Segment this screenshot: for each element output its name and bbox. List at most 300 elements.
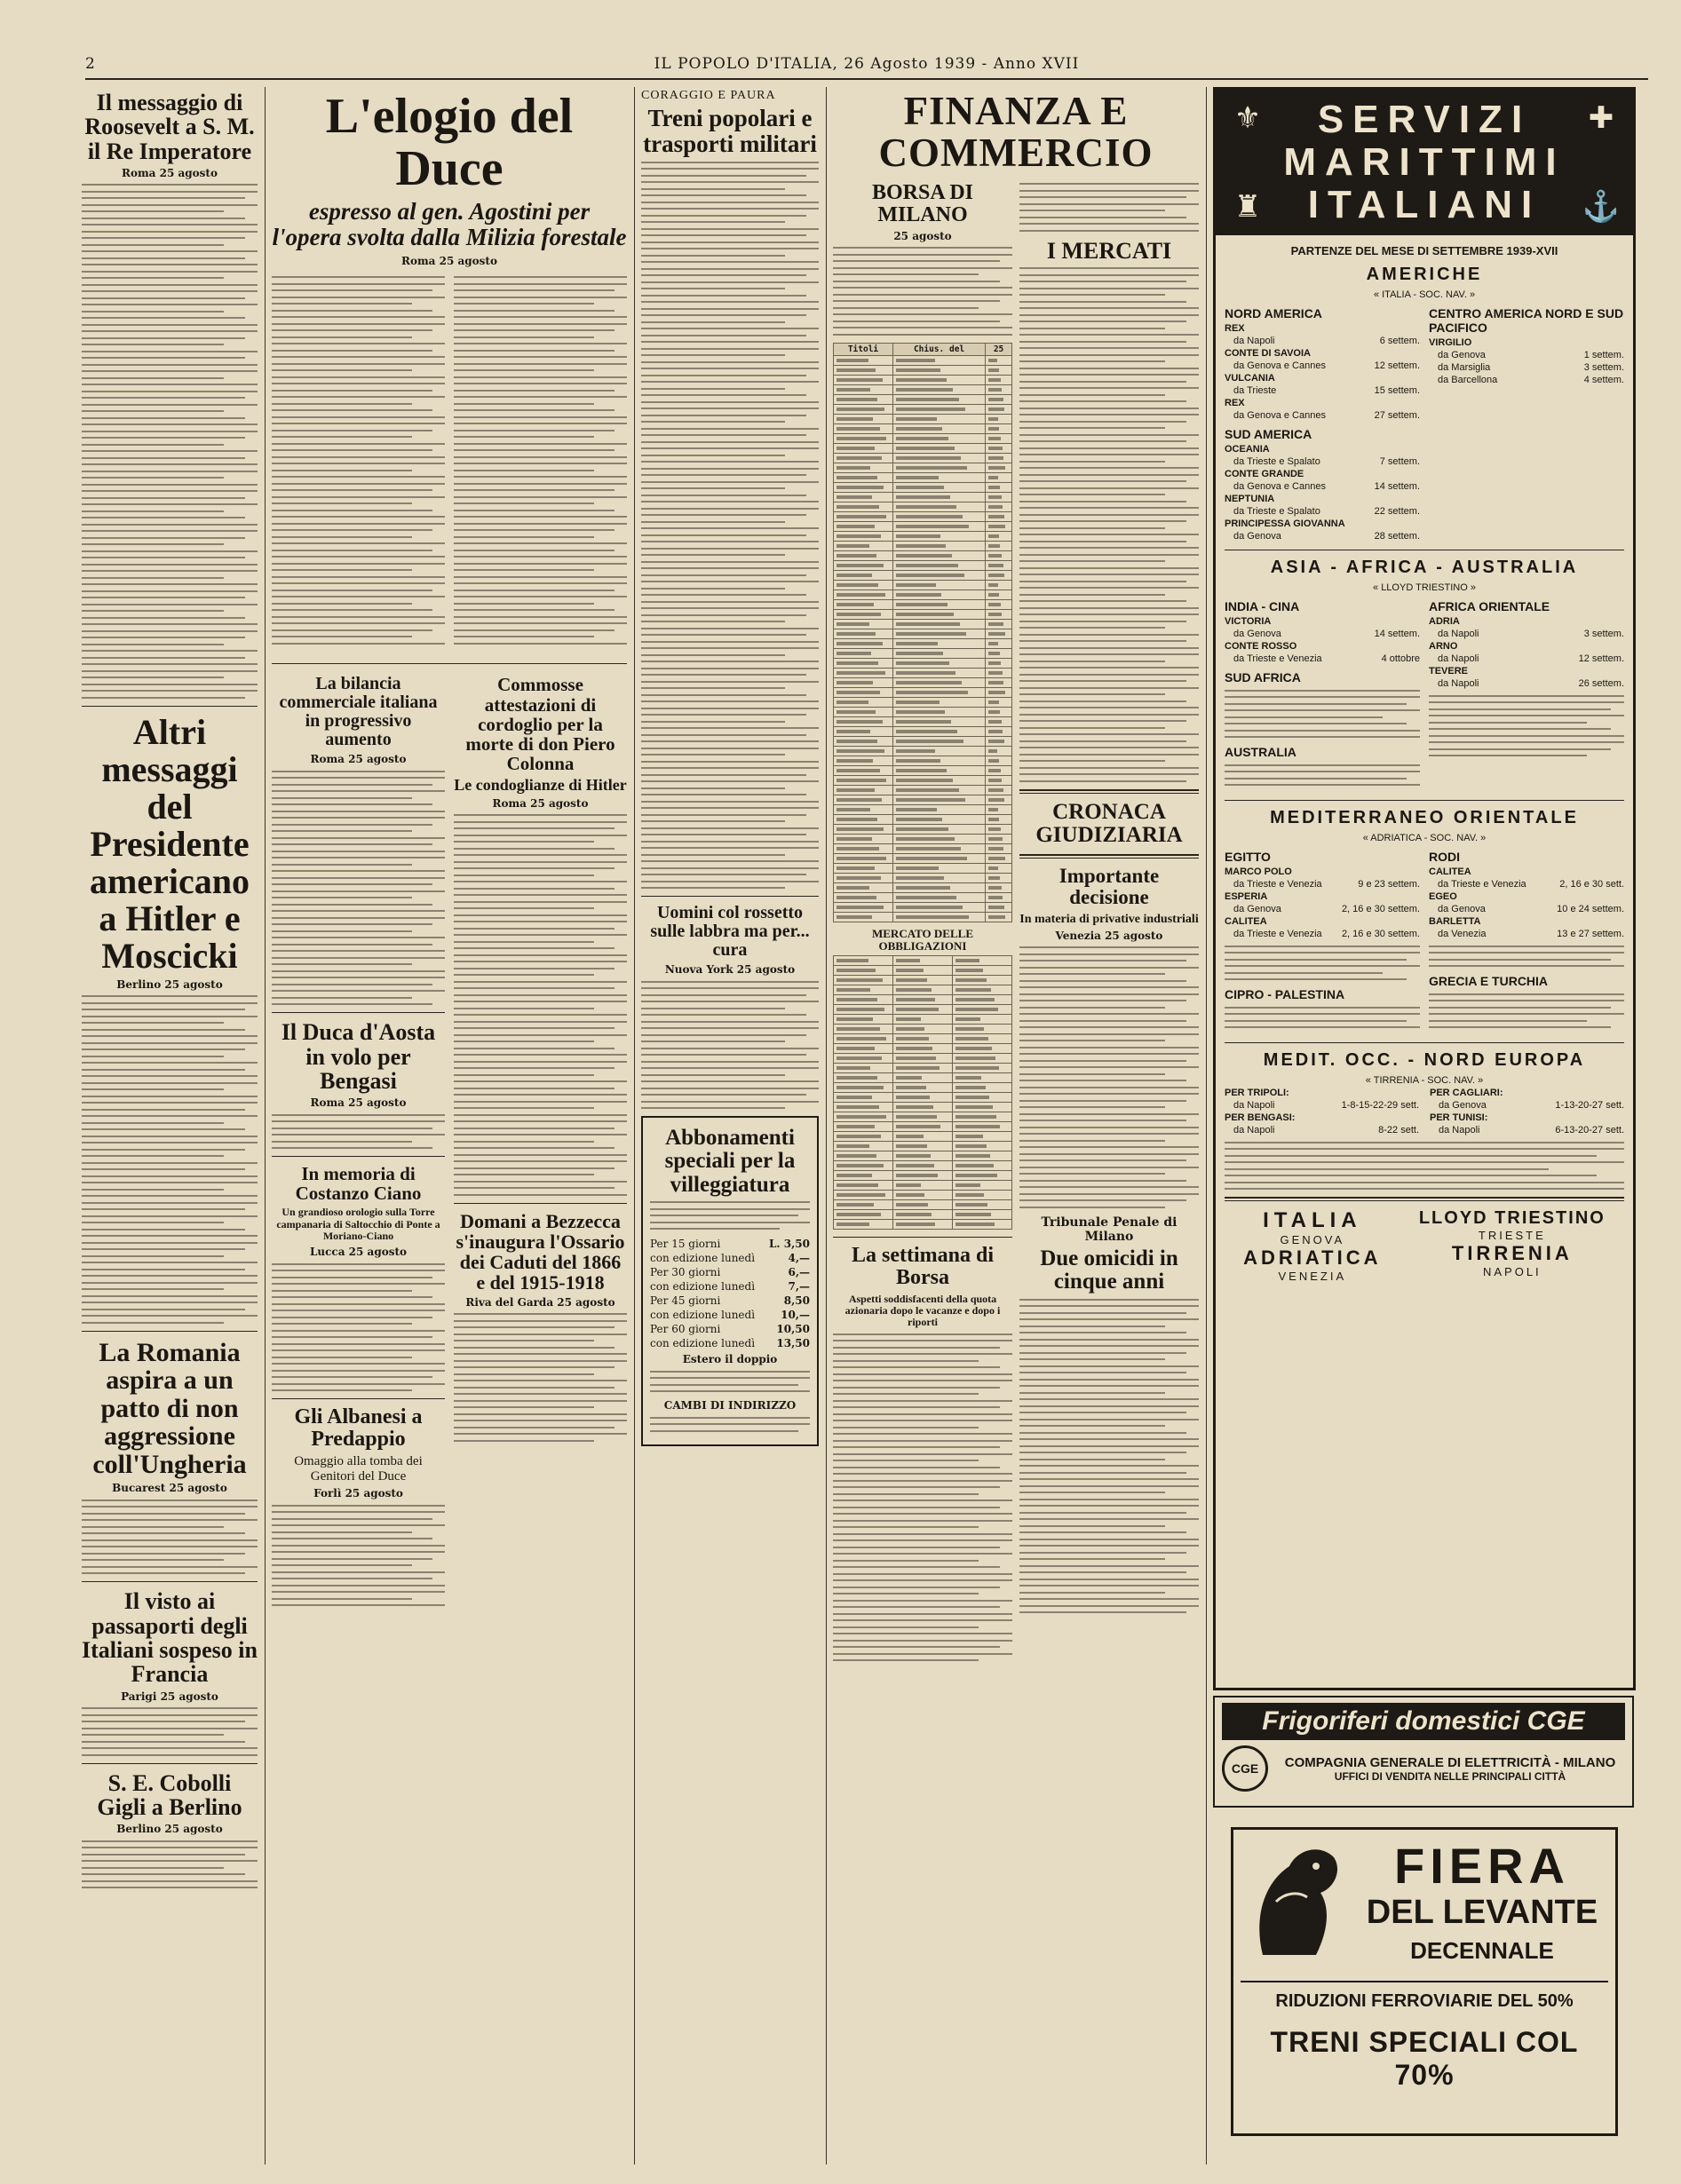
section-rule [272,663,627,664]
table-cell [834,1054,893,1064]
table-row [834,472,1012,482]
table-row [834,1044,1012,1054]
table-cell [834,1122,893,1132]
section-rule [272,1398,445,1399]
table-cell [953,1200,1012,1210]
table-cell [986,531,1012,541]
price-label: Per 60 giorni [650,1323,721,1336]
table-cell [893,1034,953,1044]
table-cell [834,599,893,609]
departure-date: 22 settem. [1374,506,1420,517]
ship-name: ADRIA [1429,616,1460,627]
route: da Genova e Cannes [1233,360,1326,371]
nord-america-list [1225,322,1420,422]
table-row [834,1034,1012,1044]
table-row [834,1073,1012,1083]
route-line [1225,1124,1419,1136]
column-finance [833,87,1199,1668]
fiera-bottom [1241,1981,1608,2092]
headline-ciano: In memoria di Costanzo Ciano [295,1163,422,1205]
table-row [834,384,1012,394]
table-cell [893,697,986,707]
table-cell [834,716,893,726]
subhead-decisione: In materia di privative industriali [1019,912,1199,926]
table-cell [893,590,986,599]
table-cell [893,795,986,804]
finance-columns [833,178,1199,1669]
table-row [834,697,1012,707]
dateline: Roma 25 agosto [310,1096,407,1110]
table-cell [834,404,893,414]
table-cell [953,1093,1012,1103]
table-cell [834,892,893,902]
ship-name: CALITEA [1225,916,1267,927]
table-cell [986,590,1012,599]
table-cell [953,1015,1012,1025]
table-row [834,1112,1012,1122]
ship-title-line: SERVIZI [1317,98,1532,141]
table-row [834,956,1012,966]
table-cell [986,716,1012,726]
article-text-block [833,1333,1012,1662]
table-cell [986,472,1012,482]
article-text-columns [272,270,627,657]
footer-company-right [1419,1208,1606,1283]
table-cell [953,966,1012,976]
route-line [1429,628,1624,640]
centro-america-heading: CENTRO AMERICA NORD E SUD PACIFICO [1429,306,1624,335]
table-cell [834,956,893,966]
table-row [834,707,1012,716]
article-text-block [82,1840,258,1889]
route-line [1429,903,1624,915]
table-row [834,560,1012,570]
table-cell [834,1161,893,1171]
headline-tribunale: Tribunale Penale di Milano [1041,1215,1177,1244]
table-cell [986,824,1012,834]
table-cell [986,394,1012,404]
cge-offices: UFFICI DI VENDITA NELLE PRINCIPALI CITTÀ [1334,1769,1566,1783]
company-name: ADRIATICA [1243,1246,1382,1269]
table-cell [893,1025,953,1034]
headline-bilancia: La bilancia commerciale italiana in progressivo aumento [279,674,438,750]
table-cell [986,463,1012,472]
table-cell [834,1191,893,1200]
table-cell [893,550,986,560]
article-text-block [641,981,819,1110]
column-divider [1206,87,1207,2164]
table-cell [834,1132,893,1142]
table-cell [893,1054,953,1064]
treni-text: TRENI SPECIALI COL 70% [1270,2026,1579,2091]
table-row [834,736,1012,746]
table-row [834,1171,1012,1181]
table-cell [893,853,986,863]
dateline: Forlì 25 agosto [313,1487,403,1500]
table-row [834,1132,1012,1142]
section-rule [454,1203,627,1204]
ship-name: PER CAGLIARI: [1430,1088,1503,1098]
table-cell [834,541,893,550]
table-cell [893,814,986,824]
fiera-levante-ad [1231,1827,1618,2136]
dateline: Parigi 25 agosto [121,1689,218,1703]
table-row [834,414,1012,423]
headline-romania: La Romania aspira a un patto di non aggressione coll'Ungheria [92,1337,247,1479]
table-cell [834,638,893,648]
table-cell [986,677,1012,687]
departure-date: 1-13-20-27 sett. [1555,1100,1624,1111]
table-cell [893,1093,953,1103]
headline-decisione: Importante decisione [1059,865,1160,909]
table-row [834,775,1012,785]
subhead-albanesi: Omaggio alla tomba dei Genitori del Duce [294,1454,423,1484]
table-cell [986,843,1012,853]
table-row [834,433,1012,443]
table-row [834,785,1012,795]
table-row [834,648,1012,658]
column-1 [82,87,258,1895]
article-text-block [272,272,445,650]
table-cell [893,785,986,795]
schedule-lines [1429,946,1624,968]
schedule-row [1225,493,1420,518]
table-cell [953,1122,1012,1132]
table-row [834,492,1012,502]
route-line [1429,349,1624,361]
schedule-lines [1225,690,1420,739]
table-cell [893,746,986,756]
table-cell [834,736,893,746]
table-row [834,1200,1012,1210]
route-line [1225,653,1420,665]
table-cell [986,697,1012,707]
obbligazioni-table [833,955,1012,1230]
section-rule [82,706,258,707]
price-row [650,1322,810,1336]
cge-banner: Frigoriferi domestici CGE [1222,1703,1625,1740]
table-header: Chius. del [893,343,986,355]
table-cell [953,1220,1012,1230]
schedule-row [1225,640,1420,665]
column-divider [265,87,266,2164]
schedule-row [1429,915,1624,940]
schedule-row [1429,866,1624,890]
table-cell [986,492,1012,502]
table-cell [953,1034,1012,1044]
table-cell [893,892,986,902]
table-row [834,873,1012,882]
table-cell [834,560,893,570]
route: da Napoli [1438,653,1479,664]
table-cell [893,521,986,531]
dateline: Roma 25 agosto [492,796,589,810]
route-line [1225,928,1420,940]
table-cell [893,375,986,384]
departure-date: 13 e 27 settem. [1557,929,1624,939]
sud-africa-heading: SUD AFRICA [1225,670,1301,684]
price-label: Per 30 giorni [650,1266,721,1279]
table-cell [834,1142,893,1151]
table-row [834,863,1012,873]
schedule-row [1430,1087,1624,1112]
route-line [1225,360,1420,372]
price-value: 7,— [788,1280,810,1294]
route: da Napoli [1233,1125,1275,1136]
table-cell [986,482,1012,492]
table-row [834,511,1012,521]
dateline: Riva del Garda 25 agosto [465,1295,615,1309]
table-cell [893,873,986,882]
table-row [834,912,1012,922]
ship-name: PRINCIPESSA GIOVANNA [1225,518,1345,529]
route: da Genova [1233,629,1281,639]
price-value: 13,50 [776,1337,810,1350]
route: da Trieste e Venezia [1233,879,1322,890]
dateline: Berlino 25 agosto [116,977,223,991]
abbonamenti-box [641,1116,819,1446]
departure-date: 4 settem. [1583,375,1624,385]
ship-name: CONTE GRANDE [1225,469,1304,479]
table-row [834,502,1012,511]
table-row [834,1083,1012,1093]
schedule-row [1225,615,1420,640]
table-cell [834,687,893,697]
sub-column-left [272,671,445,1613]
route-line [1225,530,1420,542]
centro-america-list [1429,336,1624,386]
table-cell [834,511,893,521]
table-cell [893,394,986,404]
departure-date: 8-22 sett. [1378,1125,1419,1136]
table-cell [986,804,1012,814]
table-cell [986,765,1012,775]
table-cell [834,482,893,492]
article-text-block [272,1114,445,1150]
asia-left [1225,594,1420,793]
lily-emblem-icon: ⚜ [1233,100,1262,136]
table-cell [834,746,893,756]
table-cell [986,609,1012,619]
headline-finanza: FINANZA E COMMERCIO [878,89,1154,176]
article-text-block [833,247,1012,336]
emblem-column [1578,100,1624,225]
price-value: 10,— [781,1309,810,1322]
route: da Napoli [1438,629,1479,639]
table-cell [986,502,1012,511]
table-cell [834,882,893,892]
ship-name: NEPTUNIA [1225,494,1275,504]
route-line [1225,480,1420,493]
americhe-right [1429,301,1624,542]
table-cell [893,1122,953,1132]
table-cell [953,1112,1012,1122]
mediterraneo-columns [1225,844,1624,1035]
section-rule [82,1331,258,1332]
section-americhe: AMERICHE [1366,265,1483,284]
headline-borsa: BORSA DI MILANO [871,180,974,226]
section-rule [82,1763,258,1764]
rodi-heading: RODI [1429,850,1460,864]
price-label: Per 15 giorni [650,1238,721,1251]
table-cell [834,1181,893,1191]
section-asia: ASIA - AFRICA - AUSTRALIA [1270,558,1579,577]
ship-name: MARCO POLO [1225,866,1292,877]
cge-bottom [1222,1745,1625,1792]
table-cell [893,414,986,423]
table-cell [893,365,986,375]
egitto-list [1225,866,1420,940]
partenze-title: PARTENZE DEL MESE DI SETTEMBRE 1939-XVII [1290,244,1558,257]
table-cell [893,1171,953,1181]
route: da Napoli [1233,1100,1275,1111]
route-line [1225,628,1420,640]
tirrenia-soc: « TIRRENIA - SOC. NAV. » [1365,1075,1484,1086]
departure-date: 14 settem. [1374,481,1420,492]
table-cell [893,834,986,843]
section-rule [641,896,819,897]
headline-bezzecca: Domani a Bezzecca s'inaugura l'Ossario dei Caduti del 1866 e del 1915-1918 [456,1209,625,1294]
table-cell [986,580,1012,590]
article-text-block [454,272,627,650]
riduzioni-text: RIDUZIONI FERROVIARIE DEL 50% [1275,1991,1574,2011]
route-line [1429,653,1624,665]
article-text-block [272,1505,445,1607]
table-row [834,550,1012,560]
table-cell [834,1083,893,1093]
fiera-emblem [1241,1835,1356,1968]
schedule-row [1225,1112,1419,1136]
table-cell [834,1103,893,1112]
table-cell [893,423,986,433]
table-cell [834,658,893,668]
headline-visto: Il visto ai passaporti degli Italiani sospeso in Francia [82,1588,258,1688]
table-cell [893,1044,953,1054]
table-row [834,365,1012,375]
fiera-word: FIERA [1394,1837,1570,1894]
levante-word: DEL LEVANTE [1366,1893,1598,1931]
table-cell [893,1112,953,1122]
table-cell [834,834,893,843]
table-cell [893,580,986,590]
table-cell [986,873,1012,882]
lion-emblem-icon: ♜ [1233,189,1262,225]
asia-right [1429,594,1624,793]
headline-hitler: Le condoglianze di Hitler [454,775,627,794]
schedule-row [1225,866,1420,890]
table-row [834,1005,1012,1015]
page-masthead [85,51,1648,80]
table-cell [834,1073,893,1083]
table-cell [834,985,893,995]
table-cell [893,384,986,394]
table-cell [986,355,1012,365]
table-cell [893,956,953,966]
table-cell [834,976,893,985]
article-text-block [82,1500,258,1575]
section-rule [272,1012,445,1013]
table-cell [834,580,893,590]
section-rule [272,1156,445,1157]
table-cell [953,1171,1012,1181]
page-number: 2 [85,55,96,73]
table-row [834,463,1012,472]
rodi-list [1429,866,1624,940]
headline-albanesi: Gli Albanesi a Predappio [294,1405,423,1452]
table-row [834,746,1012,756]
table-cell [986,775,1012,785]
route: da Napoli [1233,336,1275,346]
departure-date: 2, 16 e 30 settem. [1341,929,1420,939]
table-row [834,453,1012,463]
ship-name: BARLETTA [1429,916,1481,927]
article-text-block [650,1371,810,1393]
horse-head-icon [1245,1840,1352,1964]
schedule-row [1225,322,1420,347]
section-rule [1225,1197,1624,1201]
price-value: 10,50 [776,1323,810,1336]
table-cell [893,976,953,985]
table-cell [834,1220,893,1230]
table-cell [893,472,986,482]
schedule-row [1225,468,1420,493]
table-cell [834,775,893,785]
table-cell [834,648,893,658]
table-cell [893,765,986,775]
column-divider [634,87,635,2164]
route: da Trieste e Spalato [1233,456,1320,467]
section-rule [1225,1042,1624,1043]
article-text-block [1019,946,1199,1208]
table-cell [834,384,893,394]
table-cell [986,658,1012,668]
table-cell [953,1083,1012,1093]
table-cell [893,629,986,638]
ship-name: CALITEA [1429,866,1471,877]
table-cell [953,1064,1012,1073]
departure-date: 12 settem. [1374,360,1420,371]
table-cell [953,985,1012,995]
table-row [834,1210,1012,1220]
price-value: L. 3,50 [768,1238,810,1251]
table-cell [893,707,986,716]
table-cell [893,756,986,765]
cge-text [1275,1755,1625,1783]
table-cell [893,1103,953,1112]
company-city: NAPOLI [1482,1265,1542,1278]
table-cell [986,785,1012,795]
headline-uomini-rossetto: Uomini col rossetto sulle labbra ma per... cura [650,903,810,961]
table-cell [834,824,893,834]
table-cell [893,609,986,619]
table-cell [893,511,986,521]
schedule-row [1225,443,1420,468]
table-cell [834,492,893,502]
headline-obbligazioni: MERCATO DELLE OBBLIGAZIONI [871,926,973,953]
table-cell [834,521,893,531]
ship-name: PER BENGASI: [1225,1112,1296,1123]
table-cell [953,1054,1012,1064]
schedule-row [1225,397,1420,422]
table-row [834,423,1012,433]
australia-heading: AUSTRALIA [1225,745,1296,759]
table-cell [893,966,953,976]
headline-omicidi: Due omicidi in cinque anni [1040,1246,1178,1294]
table-row [834,1191,1012,1200]
route-line [1429,374,1624,386]
table-cell [986,834,1012,843]
table-row [834,716,1012,726]
